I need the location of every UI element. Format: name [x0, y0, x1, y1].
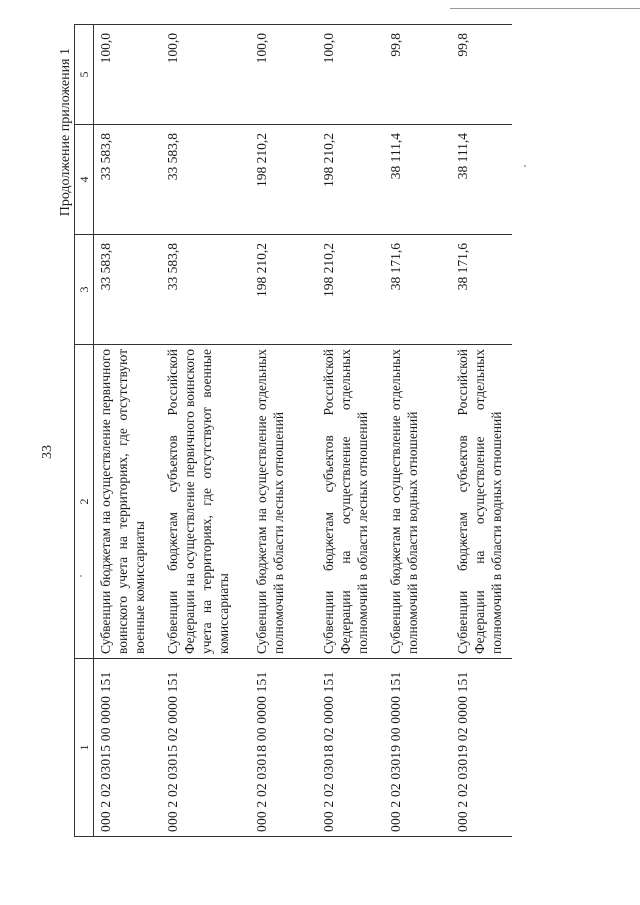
- classification-code-cell: 000 2 02 03019 02 0000 151: [451, 659, 512, 837]
- actual-amount-cell: 198 210,2: [250, 125, 317, 235]
- actual-amount-cell: 33 583,8: [94, 125, 162, 235]
- revenue-name-cell: Субвенции бюджетам на осуществление отдельных полномочий в области лесных отношений: [250, 345, 317, 659]
- classification-code-cell: 000 2 02 03018 02 0000 151: [317, 659, 384, 837]
- table-row: [451, 25, 512, 837]
- revenue-name-cell: Субвенции бюджетам субъектов Российской Федерации на осуществление первичного воинского учета на территориях, где отсутствуют военные комиссариаты: [161, 345, 250, 659]
- actual-amount-cell: 198 210,2: [317, 125, 384, 235]
- percent-cell: 99,8: [451, 25, 512, 125]
- percent-cell: 100,0: [317, 25, 384, 125]
- percent-cell: 100,0: [250, 25, 317, 125]
- table-row: [250, 25, 317, 837]
- percent-cell: 100,0: [94, 25, 162, 125]
- column-header: 1: [75, 659, 94, 837]
- budget-table: [74, 24, 512, 837]
- percent-cell: 99,8: [384, 25, 451, 125]
- revenue-name-cell: Субвенции бюджетам субъектов Российской Федерации на осуществление отдельных полномочий в области водных отношений: [451, 345, 512, 659]
- page-number: 33: [40, 445, 55, 459]
- actual-amount-cell: 38 111,4: [451, 125, 512, 235]
- table-header-row: [75, 25, 94, 837]
- classification-code-cell: 000 2 02 03015 02 0000 151: [161, 659, 250, 837]
- column-header: 4: [75, 125, 94, 235]
- column-header: 5: [75, 25, 94, 125]
- planned-amount-cell: 38 171,6: [384, 235, 451, 345]
- planned-amount-cell: 33 583,8: [94, 235, 162, 345]
- column-header: 2: [75, 345, 94, 659]
- planned-amount-cell: 198 210,2: [250, 235, 317, 345]
- table-row: [317, 25, 384, 837]
- revenue-name-cell: Субвенции бюджетам на осуществление первичного воинского учета на территориях, где отсутствуют военные комиссариаты: [94, 345, 162, 659]
- column-header: 3: [75, 235, 94, 345]
- classification-code-cell: 000 2 02 03018 00 0000 151: [250, 659, 317, 837]
- table-row: [94, 25, 162, 837]
- continuation-label: Продолжение приложения 1: [58, 48, 73, 217]
- table-row: [161, 25, 250, 837]
- actual-amount-cell: 33 583,8: [161, 125, 250, 235]
- actual-amount-cell: 38 111,4: [384, 125, 451, 235]
- revenue-name-cell: Субвенции бюджетам субъектов Российской Федерации на осуществление отдельных полномочий в области лесных отношений: [317, 345, 384, 659]
- planned-amount-cell: 198 210,2: [317, 235, 384, 345]
- table-row: [384, 25, 451, 837]
- percent-cell: 100,0: [161, 25, 250, 125]
- classification-code-cell: 000 2 02 03015 00 0000 151: [94, 659, 162, 837]
- planned-amount-cell: 38 171,6: [451, 235, 512, 345]
- revenue-name-cell: Субвенции бюджетам на осуществление отдельных полномочий в области водных отношений: [384, 345, 451, 659]
- classification-code-cell: 000 2 02 03019 00 0000 151: [384, 659, 451, 837]
- planned-amount-cell: 33 583,8: [161, 235, 250, 345]
